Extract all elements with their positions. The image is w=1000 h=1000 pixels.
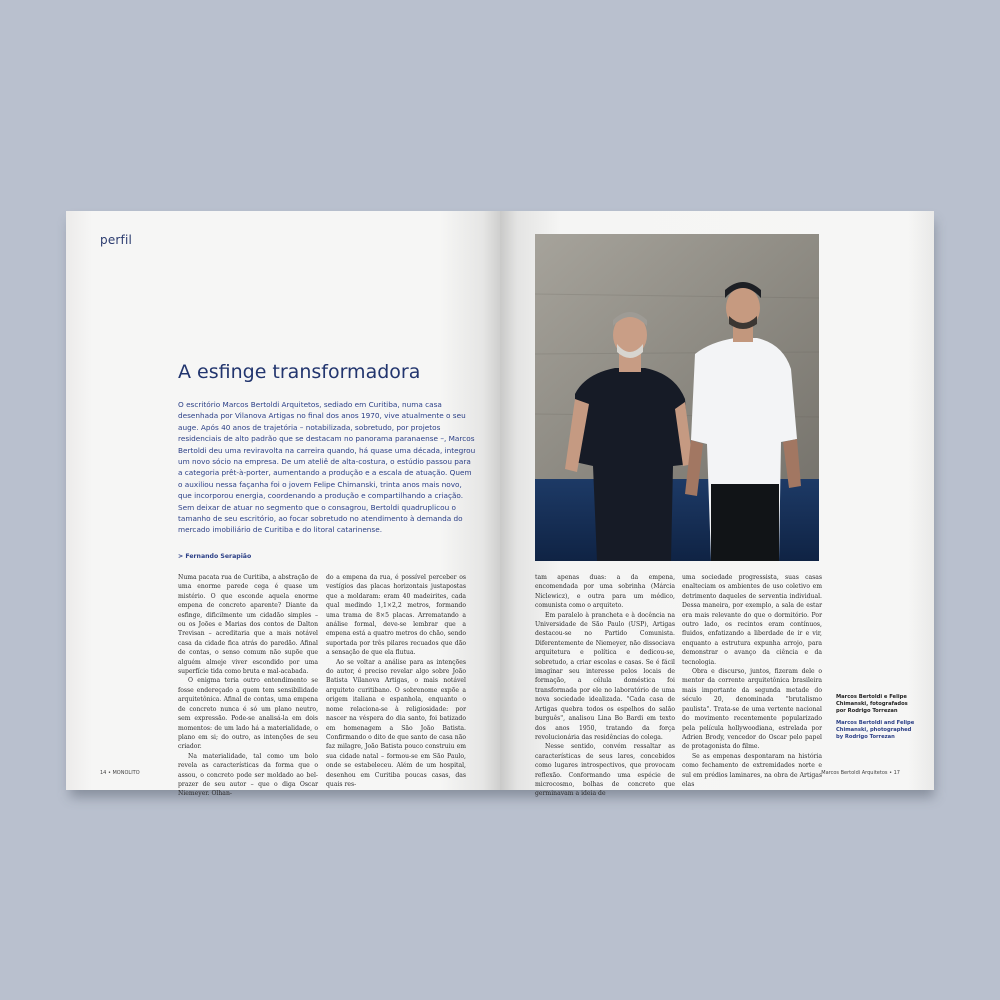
article-title: A esfinge transformadora <box>178 361 421 383</box>
body-column-4 <box>682 573 822 789</box>
left-page <box>66 211 500 798</box>
body-paragraph: Obra e discurso, juntos, fizeram dele o mentor da corrente arquitetônica brasileira mais importante da segunda metade do século 20, denominada "brutalismo paulista". Trata-se de uma vertente nacional do movimento recentemente popularizado pela película hollywoodiana, estrelada por Adrien Brody, vencedor do Oscar pelo papel de protagonista do filme. <box>682 668 822 751</box>
body-column-3 <box>535 573 675 799</box>
magazine-spread <box>66 211 934 798</box>
portrait-illustration <box>535 234 819 561</box>
caption-english: Marcos Bertoldi and Felipe Chimanski, photographed by Rodrigo Torrezan <box>836 720 915 740</box>
page-folio-right: Marcos Bertoldi Arquitetos • 17 <box>821 770 900 776</box>
body-paragraph: Numa pacata rua de Curitiba, a abstração de uma enorme parede cega é quase um mistério. O que esconde aquela enorme empena de concreto aparente? Diante da esfinge, dificilmente um cidadão simples – ou os Joões e Marias dos contos de Dalton Trevisan – acreditaria que a mais notável casa da cidade fica atrás do paredão. Afinal de contas, o senso comum não supõe que alguém almeje viver escondido por uma superfície tida como bruta e mal-acabada. <box>178 574 318 676</box>
body-column-1 <box>178 573 318 799</box>
body-paragraph: tam apenas duas: a da empena, encomendada por uma sobrinha (Márcia Niclewicz), e outra para um médico, comunista como o arquiteto. <box>535 574 675 610</box>
body-paragraph: do a empena da rua, é possível perceber os vestígios das placas horizontais justapostas que a moldaram: eram 40 madeirites, cada qual medindo 1,1×2,2 metros, formando uma trama de 8×5 placas. Arrematando a análise formal, deve-se lembrar que a empena está a quatro metros do chão, sendo suportada por três pilares recuados que dão a sensação de que ela flutua. <box>326 574 466 657</box>
author-byline: > Fernando Serapião <box>178 553 252 560</box>
section-label: perfil <box>100 233 133 247</box>
body-paragraph: Ao se voltar a análise para as intenções do autor, é preciso revelar algo sobre João Batista Vilanova Artigas, o mais notável arquiteto curitibano. O sobrenome expõe a origem italiana e espanhola, enquanto o nome relaciona-se à religiosidade: por nascer na véspera do dia santo, foi batizado em homenagem a São João Batista. Confirmando o dito de que santo de casa não faz milagre, João Batista pouco construiu em sua cidade natal – formou-se em São Paulo, onde se estabeleceu. Além de um hospital, desenhou em Curitiba poucas casas, das quais res- <box>326 658 466 788</box>
right-page <box>500 211 934 798</box>
lead-paragraph: O escritório Marcos Bertoldi Arquitetos, sediado em Curitiba, numa casa desenhada por Vilanova Artigas no final dos anos 1970, vive atualmente o seu auge. Após 40 anos de trajetória – notabilizada, sobretudo, por projetos residenciais de alto padrão que se destacam no panorama paranaense –, Marcos Bertoldi deu uma reviravolta na carreira quando, há quase uma década, integrou um novo sócio na empresa. De um ateliê de alta-costura, o estúdio passou para a categoria prêt-à-porter, aumentando a produção e a escala de atuação. Quem o auxiliou nessa façanha foi o jovem Felipe Chimanski, trinta anos mais novo, que incorporou energia, coordenando a produção e compartilhando a criação. Sem deixar de atuar no segmento que o consagrou, Bertoldi quadruplicou o tamanho de seu escritório, ao focar sobretudo no atendimento à demanda do mercado imobiliário de Curitiba e do litoral catarinense. <box>178 400 476 535</box>
body-paragraph: uma sociedade progressista, suas casas enalteciam os ambientes de uso coletivo em detrimento daqueles de serventia individual. Dessa maneira, por exemplo, a sala de estar era mais relevante do que o dormitório. Por outro lado, os recintos eram contínuos, fluidos, enfatizando a liberdade de ir e vir, enquanto a estrutura expunha arrojo, para demonstrar o avanço da ciência e da tecnologia. <box>682 574 822 666</box>
body-paragraph: Nesse sentido, convém ressaltar as características de seus lares, concebidos como lugares introspectivos, que provocam reflexão. Conformando uma espécie de microcosmo, bolhas de concreto que germinavam a ideia de <box>535 743 675 798</box>
body-paragraph: Em paralelo à prancheta e à docência na Universidade de São Paulo (USP), Artigas destacou-se no Partido Comunista. Diferentemente de Niemeyer, não dissociava arquitetura e política e dedicou-se, sobretudo, a criar escolas e casas. Se é fácil imaginar seu interesse pelos locais de formação, a célula doméstica foi transformada por ele no laboratório de uma nova sociedade idealizada. "Cada casa de Artigas quebra todos os espelhos do salão burguês", analisou Lina Bo Bardi em texto dos anos 1950, tratando da força revolucionária das residências do colega. <box>535 611 675 741</box>
body-paragraph: Se as empenas despontaram na história como fechamento de extremidades norte e sul em prédios laminares, na obra de Artigas elas <box>682 752 822 788</box>
page-folio-left: 14 • MONOLITO <box>100 770 140 776</box>
photo-caption <box>836 694 916 741</box>
body-paragraph: Na materialidade, tal como um bolo revela as características da forma que o assou, o concreto pode ser moldado ao bel-prazer de seu autor – que o diga Oscar Niemeyer. Olhan- <box>178 752 318 798</box>
body-paragraph: O enigma teria outro entendimento se fosse endereçado a quem tem sensibilidade arquitetônica. Afinal de contas, uma empena de concreto nunca é só um plano neutro, sem expressão. Pode-se analisá-la em dois momentos: de um lado há a materialidade, o plano em si; do outro, as intenções de seu criador. <box>178 677 318 751</box>
portrait-photo <box>535 234 819 561</box>
caption-portuguese: Marcos Bertoldi e Felipe Chimanski, fotografados por Rodrigo Torrezan <box>836 694 908 714</box>
body-column-2 <box>326 573 466 789</box>
